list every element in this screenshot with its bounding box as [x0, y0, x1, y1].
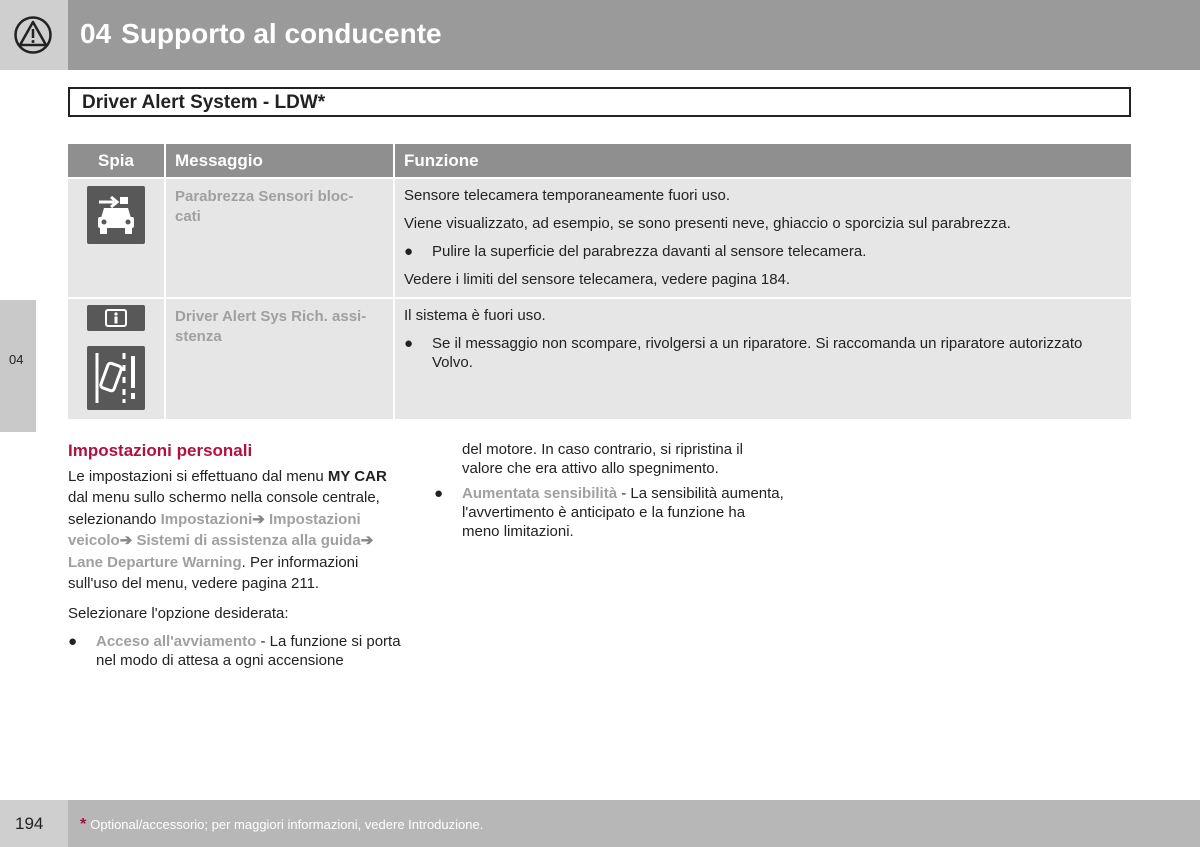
footnote [80, 816, 483, 834]
paragraph [68, 466, 408, 595]
bullet-dot: ● [68, 633, 78, 650]
menu-path-item: Lane Departure Warning [68, 553, 242, 571]
header-messaggio: Messaggio [165, 144, 394, 178]
option-text [462, 484, 784, 541]
menu-path-item: Impostazioni veicolo [68, 510, 361, 549]
menu-path-item: Impostazioni [160, 510, 253, 528]
section-heading: Impostazioni personali [68, 441, 253, 460]
text-run: dal menu sullo schermo nella console centrale, selezionando [68, 489, 380, 528]
function-cell [394, 178, 1131, 298]
function-text: Il sistema è fuori uso. [404, 307, 546, 324]
chapter-title [80, 18, 442, 50]
message-cell [165, 298, 394, 419]
chapter-title-text: Supporto al conducente [121, 18, 442, 49]
option-text [96, 632, 408, 670]
text-run: Le impostazioni si effettuano dal menu [68, 467, 328, 485]
arrow-icon: ➔ [252, 510, 265, 528]
footer-bar [68, 800, 1200, 847]
option-label: Acceso all'avviamento [96, 633, 257, 650]
table-header-row [68, 144, 1131, 178]
bullet-dot: ● [404, 243, 414, 260]
function-text: Sensore telecamera temporaneamente fuori uso. [404, 187, 731, 204]
option-continuation [434, 440, 784, 478]
left-column [68, 440, 408, 670]
arrow-icon: ➔ [119, 532, 133, 549]
message-cell [165, 178, 394, 298]
text-run: . Per informazioni sull'uso del menu, vedere pagina 211. [68, 553, 359, 592]
bullet-spacer [434, 440, 462, 478]
spia-cell [68, 178, 165, 298]
bullet-text: Pulire la superficie del parabrezza davanti al sensore telecamera. [432, 243, 867, 260]
table-row [68, 178, 1131, 298]
text-run: - La sensibilità aumenta, l'avvertimento è anticipato e la funzione ha meno limitazioni. [462, 485, 784, 540]
bullet-dot: ● [434, 485, 444, 502]
text-run: - La funzione si porta nel modo di attesa a ogni accensione [96, 633, 401, 669]
header-spia: Spia [68, 144, 165, 178]
message-table [68, 144, 1131, 419]
option-item [68, 632, 408, 670]
menu-path-item: Sistemi di assistenza alla guida [136, 532, 361, 549]
chapter-number: 04 [80, 18, 112, 49]
bullet-text: Se il messaggio non scompare, rivolgersi a un riparatore. Si raccomanda un riparatore autorizzato Volvo. [432, 335, 1083, 371]
header-funzione: Funzione [394, 144, 1131, 178]
side-tab-label: 04 [9, 352, 24, 367]
lane-departure-warning-icon [87, 346, 145, 410]
middle-column [434, 440, 784, 541]
bullet-dot: ● [404, 335, 414, 352]
spia-cell [68, 298, 165, 419]
text-run: del motore. In caso contrario, si ripristina il valore che era attivo allo spegnimento. [462, 441, 743, 477]
message-line: stenza [175, 328, 222, 345]
footer-page-box [0, 800, 68, 847]
paragraph: Selezionare l'opzione desiderata: [68, 604, 289, 622]
page-number: 194 [15, 814, 44, 833]
section-title-box [68, 87, 1131, 117]
chapter-side-tab [0, 300, 36, 432]
info-icon [87, 305, 145, 331]
arrow-icon: ➔ [360, 532, 374, 549]
footnote-star: * [80, 816, 87, 833]
header-icon-box [0, 0, 68, 70]
message-line: cati [175, 208, 201, 225]
bullet-item [404, 334, 1121, 372]
bullet-item [404, 242, 1121, 261]
function-text: Vedere i limiti del sensore telecamera, vedere pagina 184. [404, 271, 791, 288]
table-row [68, 298, 1131, 419]
message-line: Driver Alert Sys Rich. assi- [175, 308, 367, 325]
message-line: Parabrezza Sensori bloc- [175, 188, 354, 205]
function-text: Viene visualizzato, ad esempio, se sono presenti neve, ghiaccio o sporcizia sul parabrezza. [404, 215, 1011, 232]
footnote-text: Optional/accessorio; per maggiori informazioni, vedere Introduzione. [90, 817, 484, 832]
section-title: Driver Alert System - LDW* [82, 92, 326, 113]
option-label: Aumentata sensibilità [462, 485, 618, 502]
car-camera-icon [87, 186, 145, 244]
function-cell [394, 298, 1131, 419]
menu-name: MY CAR [327, 467, 387, 485]
option-item [434, 484, 784, 541]
warning-triangle-icon [13, 15, 53, 55]
